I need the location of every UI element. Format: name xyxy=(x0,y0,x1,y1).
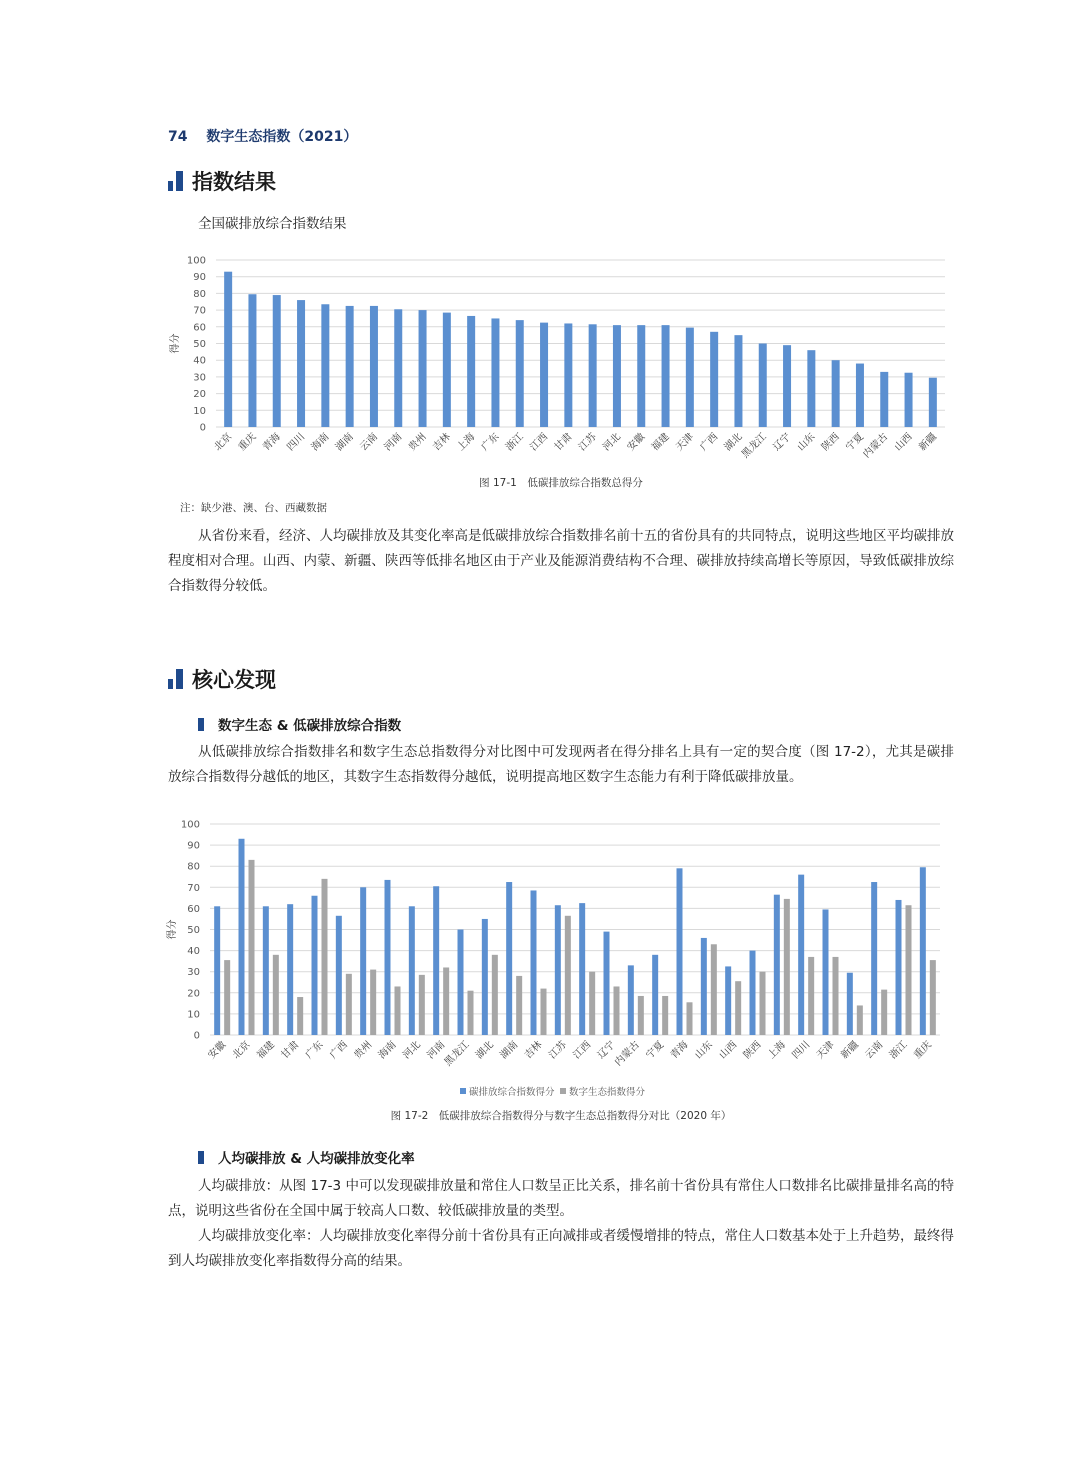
bar-digital xyxy=(516,976,522,1035)
bar xyxy=(564,323,572,427)
x-tick-label: 安徽 xyxy=(206,1039,229,1062)
x-tick-label: 云南 xyxy=(358,431,381,454)
chart1-note: 注：缺少港、澳、台、西藏数据 xyxy=(180,502,327,514)
chart1-caption: 图 17-1 低碳排放综合指数总得分 xyxy=(479,477,643,489)
bar-digital xyxy=(833,957,839,1035)
legend-label: 碳排放综合指数得分 xyxy=(469,1087,555,1098)
y-tick-label: 10 xyxy=(193,405,206,417)
bar-digital xyxy=(760,972,766,1035)
y-tick-label: 40 xyxy=(193,355,206,367)
bar xyxy=(686,328,694,427)
x-tick-label: 陕西 xyxy=(741,1039,764,1062)
bar-digital xyxy=(443,967,449,1035)
section-title-text: 指数结果 xyxy=(192,170,276,194)
section-title-results xyxy=(168,166,276,196)
page-header xyxy=(168,126,357,146)
bar-carbon xyxy=(628,965,634,1035)
bar-digital xyxy=(930,960,936,1035)
chart2-comparison xyxy=(160,812,960,1104)
x-tick-label: 浙江 xyxy=(887,1039,910,1062)
bar-carbon xyxy=(652,955,658,1035)
bar xyxy=(783,345,791,427)
bar-carbon xyxy=(847,973,853,1035)
x-tick-label: 云南 xyxy=(863,1039,886,1062)
x-tick-label: 重庆 xyxy=(912,1039,934,1062)
legend-swatch xyxy=(560,1088,566,1094)
y-tick-label: 10 xyxy=(187,1009,200,1021)
y-tick-label: 0 xyxy=(199,422,206,434)
x-tick-label: 湖南 xyxy=(498,1039,521,1062)
bar-carbon xyxy=(750,951,756,1035)
bar-carbon xyxy=(823,909,829,1035)
bar-digital xyxy=(419,975,425,1035)
x-tick-label: 北京 xyxy=(212,431,235,454)
x-tick-label: 广东 xyxy=(303,1039,326,1062)
bar xyxy=(613,325,621,427)
x-tick-label: 新疆 xyxy=(839,1039,861,1062)
x-tick-label: 海南 xyxy=(309,431,332,454)
bar xyxy=(224,272,232,427)
bar xyxy=(832,360,840,427)
bar-digital xyxy=(395,986,401,1035)
section-bars-icon xyxy=(168,669,183,689)
subsection-title-per-capita: 人均碳排放 & 人均碳排放变化率 xyxy=(198,1147,415,1167)
y-tick-label: 50 xyxy=(193,339,206,350)
bar-digital xyxy=(565,916,571,1035)
x-tick-label: 山西 xyxy=(892,431,915,454)
bar xyxy=(443,313,451,427)
page-number: 74 xyxy=(168,129,188,145)
bar xyxy=(662,325,670,427)
paragraph-2: 从低碳排放综合指数排名和数字生态总指数得分对比图中可发现两者在得分排名上具有一定的契合度（图 17-2），尤其是碳排放综合指数得分越低的地区，其数字生态指数得分越低，说明提高地区数字生态能力有利于降低碳排放量。 xyxy=(168,744,954,785)
bar xyxy=(394,309,402,427)
bar-carbon xyxy=(336,916,342,1035)
x-tick-label: 江西 xyxy=(571,1039,594,1062)
bar-carbon xyxy=(409,906,415,1035)
x-tick-label: 新疆 xyxy=(917,431,939,454)
bar-carbon xyxy=(555,905,561,1035)
bar-carbon xyxy=(774,895,780,1035)
y-tick-label: 100 xyxy=(186,255,206,267)
x-tick-label: 四川 xyxy=(285,431,308,454)
y-tick-label: 80 xyxy=(187,861,200,873)
bar-carbon xyxy=(506,882,512,1035)
bar-digital xyxy=(370,970,376,1035)
x-tick-label: 湖南 xyxy=(333,431,356,454)
y-tick-label: 20 xyxy=(187,988,200,1000)
x-tick-label: 辽宁 xyxy=(771,431,794,454)
x-tick-label: 山东 xyxy=(795,431,818,454)
bar-carbon xyxy=(239,839,245,1035)
bar-carbon xyxy=(677,868,683,1035)
x-tick-label: 上海 xyxy=(455,431,478,454)
bar xyxy=(467,316,475,427)
y-tick-label: 0 xyxy=(193,1030,200,1042)
x-tick-label: 湖北 xyxy=(474,1039,496,1062)
chart1-label: 全国碳排放综合指数结果 xyxy=(198,216,347,232)
x-tick-label: 宁夏 xyxy=(844,431,867,454)
x-tick-label: 甘肃 xyxy=(552,431,575,454)
x-tick-label: 河北 xyxy=(401,1039,423,1062)
x-tick-label: 陕西 xyxy=(819,431,842,454)
bar xyxy=(370,306,378,427)
bar xyxy=(856,364,864,427)
x-tick-label: 重庆 xyxy=(236,431,259,454)
bar xyxy=(880,372,888,427)
x-tick-label: 宁夏 xyxy=(644,1039,667,1062)
x-tick-label: 天津 xyxy=(814,1039,837,1062)
bar-digital xyxy=(541,989,547,1035)
bar-carbon xyxy=(604,932,610,1035)
x-tick-label: 河北 xyxy=(601,431,624,454)
x-tick-label: 江苏 xyxy=(576,431,599,454)
x-tick-label: 黑龙江 xyxy=(739,431,769,461)
y-tick-label: 90 xyxy=(193,272,206,284)
bar-carbon xyxy=(725,966,731,1035)
subsection-marker-icon xyxy=(198,718,204,731)
x-tick-label: 四川 xyxy=(790,1039,813,1062)
x-tick-label: 广东 xyxy=(479,431,502,454)
x-tick-label: 福建 xyxy=(649,431,672,454)
bar-carbon xyxy=(798,875,804,1035)
bar-carbon xyxy=(482,919,488,1035)
bar xyxy=(807,350,815,427)
bar-carbon xyxy=(701,938,707,1035)
y-tick-label: 30 xyxy=(187,967,200,979)
y-tick-label: 60 xyxy=(187,903,200,915)
x-tick-label: 河南 xyxy=(425,1039,448,1062)
bar-digital xyxy=(662,996,668,1035)
bar xyxy=(589,324,597,427)
bar-carbon xyxy=(360,887,366,1035)
bar-digital xyxy=(687,1002,693,1035)
x-tick-label: 广西 xyxy=(698,431,721,454)
y-tick-label: 100 xyxy=(180,819,200,831)
x-tick-label: 天津 xyxy=(674,431,696,454)
bar-digital xyxy=(784,899,790,1035)
bar-digital xyxy=(297,997,303,1035)
x-tick-label: 贵州 xyxy=(352,1039,375,1062)
x-tick-label: 北京 xyxy=(230,1039,253,1062)
paragraph-3: 人均碳排放：从图 17-3 中可以发现碳排放量和常住人口数呈正比关系，排名前十省份具有常住人口数排名比碳排量排名高的特点，说明这些省份在全国中属于较高人口数、较低碳排放量的类型。 xyxy=(168,1178,954,1219)
bar-digital xyxy=(638,996,644,1035)
x-tick-label: 安徽 xyxy=(625,431,648,454)
y-axis-title: 得分 xyxy=(170,333,181,354)
bar-digital xyxy=(881,990,887,1035)
bar-carbon xyxy=(458,930,464,1036)
subsection-title-digital-ecology: 数字生态 & 低碳排放综合指数 xyxy=(198,714,401,734)
paragraph-3-4 xyxy=(168,1174,954,1274)
bar xyxy=(540,323,548,427)
bar xyxy=(734,335,742,427)
bar-carbon xyxy=(433,886,439,1035)
bar-digital xyxy=(346,974,352,1035)
x-tick-label: 江苏 xyxy=(547,1039,569,1062)
bar xyxy=(710,332,718,427)
paragraph-1: 从省份来看，经济、人均碳排放及其变化率高是低碳排放综合指数排名前十五的省份具有的共同特点，说明这些地区平均碳排放程度相对合理。山西、内蒙、新疆、陕西等低排名地区由于产业及能源消费结构不合理、碳排放持续高增长等原因，导致低碳排放综合指数得分较低。 xyxy=(168,528,954,594)
bar xyxy=(346,306,354,427)
bar-carbon xyxy=(263,906,269,1035)
bar-digital xyxy=(224,960,230,1035)
x-tick-label: 湖北 xyxy=(722,431,745,454)
x-tick-label: 山西 xyxy=(717,1039,740,1062)
bar-digital xyxy=(273,955,279,1035)
bar-carbon xyxy=(579,903,585,1035)
paragraph-4: 人均碳排放变化率：人均碳排放变化率得分前十省份具有正向减排或者缓慢增排的特点，常住人口数基本处于上升趋势，最终得到人均碳排放变化率指数得分高的结果。 xyxy=(168,1228,954,1269)
legend-label: 数字生态指数得分 xyxy=(569,1087,646,1098)
bar-digital xyxy=(857,1005,863,1035)
subsection-marker-icon xyxy=(198,1151,204,1164)
bar xyxy=(297,300,305,427)
y-axis-title: 得分 xyxy=(167,919,178,940)
x-tick-label: 甘肃 xyxy=(279,1039,302,1062)
bar-digital xyxy=(322,879,328,1035)
bar-digital xyxy=(711,944,717,1035)
section-title-findings xyxy=(168,664,276,694)
chart1-low-carbon-index xyxy=(160,248,960,476)
bar-digital xyxy=(492,955,498,1035)
bar-carbon xyxy=(214,906,220,1035)
bar-digital xyxy=(614,986,620,1035)
bar-carbon xyxy=(385,880,391,1035)
y-tick-label: 70 xyxy=(187,882,200,894)
y-tick-label: 60 xyxy=(193,322,206,334)
bar xyxy=(929,378,937,427)
x-tick-label: 山东 xyxy=(693,1039,715,1062)
x-tick-label: 福建 xyxy=(255,1039,277,1062)
bar xyxy=(905,373,913,427)
bar xyxy=(516,320,524,427)
legend-swatch xyxy=(460,1088,466,1094)
bar-digital xyxy=(249,860,255,1035)
bar-carbon xyxy=(312,896,318,1035)
section-bars-icon xyxy=(168,171,183,191)
x-tick-label: 上海 xyxy=(766,1039,788,1062)
x-tick-label: 青海 xyxy=(260,431,283,454)
bar-carbon xyxy=(871,882,877,1035)
x-tick-label: 内蒙古 xyxy=(861,431,891,461)
y-tick-label: 70 xyxy=(193,305,206,317)
bar xyxy=(759,344,767,428)
y-tick-label: 20 xyxy=(193,389,206,401)
x-tick-label: 贵州 xyxy=(406,431,429,454)
bar-digital xyxy=(808,957,814,1035)
bar xyxy=(248,294,256,427)
chart2-caption: 图 17-2 低碳排放综合指数得分与数字生态总指数得分对比（2020 年） xyxy=(390,1110,732,1122)
bar-carbon xyxy=(531,890,537,1035)
bar xyxy=(321,304,329,427)
x-tick-label: 辽宁 xyxy=(595,1039,618,1062)
x-tick-label: 广西 xyxy=(328,1039,350,1062)
x-tick-label: 河南 xyxy=(382,431,405,454)
bar xyxy=(273,295,281,427)
x-tick-label: 浙江 xyxy=(503,431,526,454)
y-tick-label: 30 xyxy=(193,372,206,384)
x-tick-label: 黑龙江 xyxy=(442,1039,472,1069)
bar-carbon xyxy=(896,900,902,1035)
bar-digital xyxy=(735,981,741,1035)
y-tick-label: 80 xyxy=(193,288,206,300)
bar-digital xyxy=(468,991,474,1035)
bar-digital xyxy=(589,972,595,1035)
bar-carbon xyxy=(287,904,293,1035)
x-tick-label: 江西 xyxy=(528,431,551,454)
y-tick-label: 90 xyxy=(187,840,200,852)
x-tick-label: 吉林 xyxy=(522,1039,545,1062)
y-tick-label: 40 xyxy=(187,946,200,958)
y-tick-label: 50 xyxy=(187,925,200,936)
bar xyxy=(419,310,427,427)
bar xyxy=(637,325,645,427)
x-tick-label: 海南 xyxy=(376,1039,399,1062)
bar-digital xyxy=(906,905,912,1035)
x-tick-label: 内蒙古 xyxy=(612,1039,642,1069)
book-title: 数字生态指数（2021） xyxy=(206,129,358,145)
x-tick-label: 吉林 xyxy=(431,431,453,454)
bar xyxy=(491,318,499,427)
x-tick-label: 青海 xyxy=(668,1039,691,1062)
section-title-text: 核心发现 xyxy=(192,668,276,692)
bar-carbon xyxy=(920,867,926,1035)
